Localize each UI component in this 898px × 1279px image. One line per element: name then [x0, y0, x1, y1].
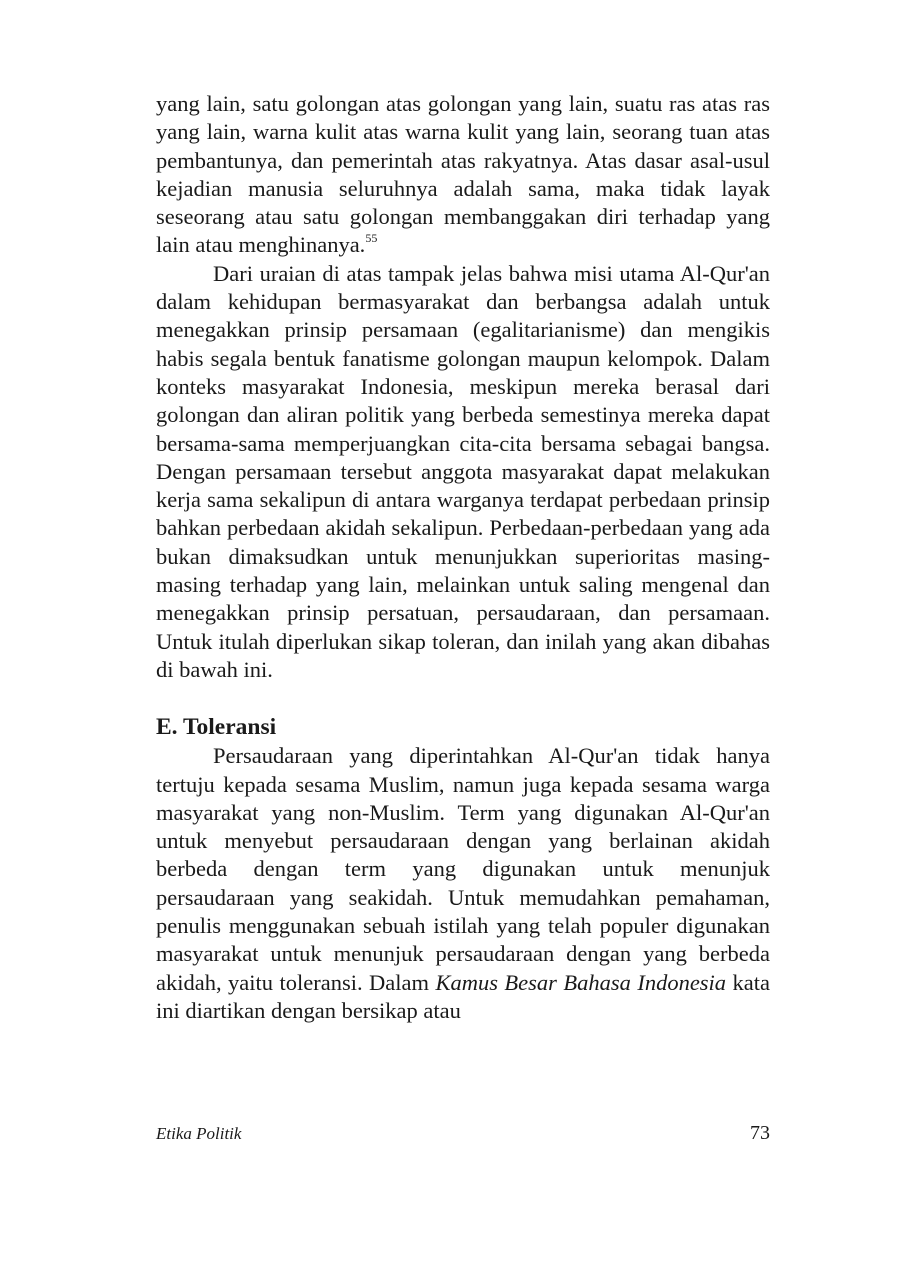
- body-text: [156, 90, 770, 1025]
- kamus-title: Kamus Besar Bahasa Indonesia: [435, 969, 727, 995]
- footer-book-title: Etika Politik: [156, 1124, 242, 1143]
- footer-page-number: 73: [750, 1122, 770, 1144]
- paragraph-continued: [156, 90, 770, 260]
- paragraph-2: Dari uraian di atas tampak jelas bahwa misi utama Al-Qur'an dalam kehidupan bermasyarakat dan berbangsa adalah untuk menegakkan prinsip persamaan (egalitarianisme) dan mengikis habis segala bentuk fanatisme golongan maupun kelompok. Dalam konteks masyarakat Indonesia, meskipun mereka berasal dari golongan dan aliran politik yang berbeda semestinya mereka dapat bersama-sama memperjuangkan cita-cita bersama sebagai bangsa. Dengan persamaan tersebut anggota masyarakat dapat melakukan kerja sama sekalipun di antara warganya terdapat perbedaan prinsip bahkan perbedaan akidah sekalipun. Perbedaan-perbedaan yang ada bukan dimaksudkan untuk menunjukkan superioritas masing-masing terhadap yang lain, melainkan untuk saling mengenal dan menegakkan prinsip persatuan, persaudaraan, dan persamaan. Untuk itulah diperlukan sikap toleran, dan inilah yang akan dibahas di bawah ini.: [156, 260, 770, 682]
- footnote-ref: 55: [365, 231, 378, 246]
- paragraph-continued-text: yang lain, satu golongan atas golongan yang lain, suatu ras atas ras yang lain, warna kulit atas warna kulit yang lain, seorang tuan atas pembantunya, dan pemerintah atas rakyatnya. Atas dasar asal-usul kejadian manusia seluruhnya adalah sama, maka tidak layak seseorang atau satu golongan membanggakan diri terhadap yang lain atau menghinanya.: [156, 91, 770, 258]
- section-heading: E. Toleransi: [156, 714, 277, 741]
- paragraph-3-text-after: kata ini diartikan dengan bersikap atau: [156, 969, 770, 1023]
- paragraph-3: [156, 742, 770, 1025]
- paragraph-3-text-before: Persaudaraan yang diperintahkan Al-Qur'an tidak hanya tertuju kepada sesama Muslim, namun juga kepada sesama warga masyarakat yang non-Muslim. Term yang digunakan Al-Qur'an untuk menyebut persaudaraan dengan yang berlainan akidah berbeda dengan term yang digunakan untuk menunjuk persaudaraan yang seakidah. Untuk memudahkan pemahaman, penulis menggunakan sebuah istilah yang telah populer digunakan masyarakat untuk menunjuk persaudaraan dengan yang berbeda akidah, yaitu toleransi. Dalam: [156, 743, 770, 995]
